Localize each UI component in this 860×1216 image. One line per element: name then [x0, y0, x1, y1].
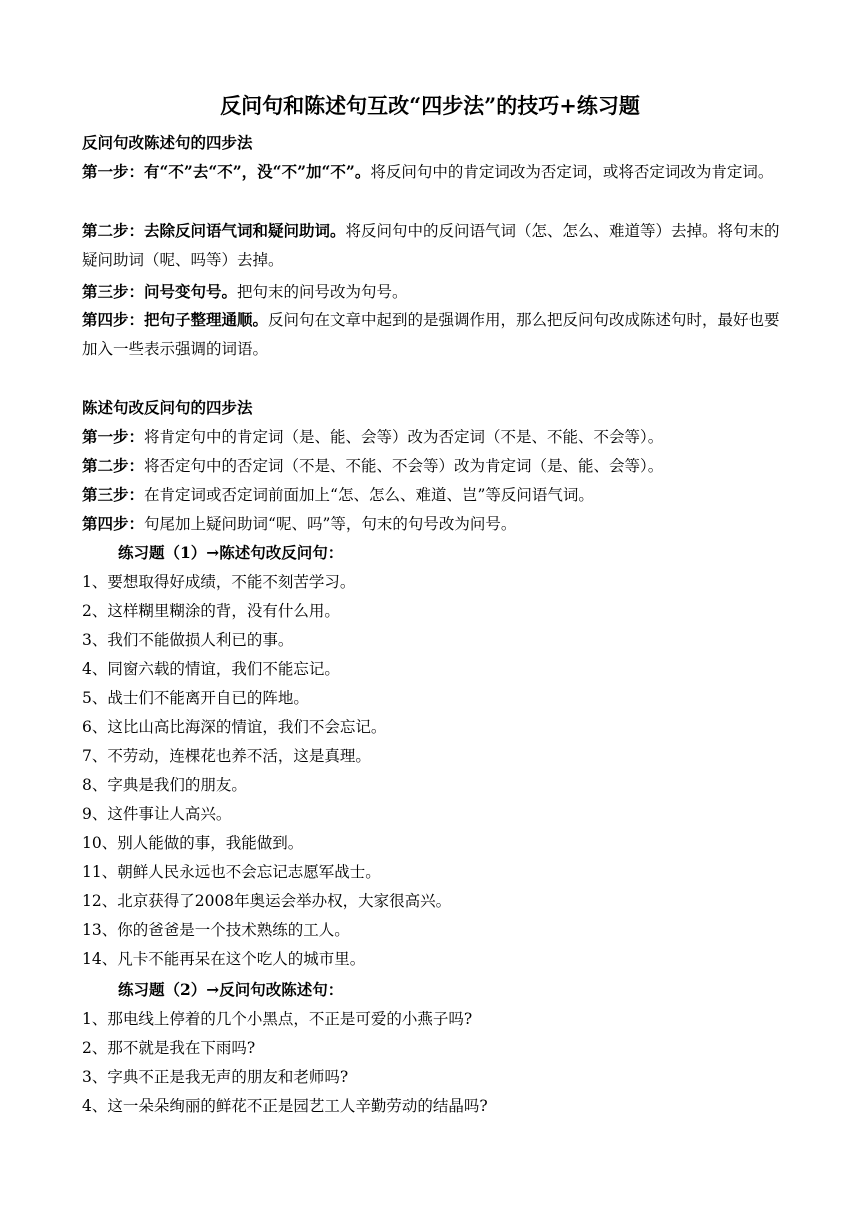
exercise-1-item: 11、朝鲜人民永远也不会忘记志愿军战士。	[82, 863, 381, 881]
step-text: 句尾加上疑问助词“呢、吗”等，句末的句号改为问号。	[144, 515, 517, 533]
step-label: 第二步：	[82, 456, 145, 475]
step-bold: 去除反问语气词和疑问助词。	[144, 221, 346, 240]
exercise-1-item: 13、你的爸爸是一个技术熟练的工人。	[82, 921, 350, 939]
exercise-2-item: 3、字典不正是我无声的朋友和老师吗?	[82, 1068, 349, 1086]
step-label: 第二步：	[82, 221, 145, 240]
s1-step-2	[82, 216, 782, 275]
step-bold: 问号变句号。	[144, 282, 238, 301]
step-text: 反问句在文章中起到的是强调作用，那么把反问句改成陈述句时，最好也要加入一些表示强调的词语。	[82, 311, 780, 358]
exercise-1-heading: 练习题（1）→陈述句改反问句：	[118, 543, 344, 562]
s2-step-3	[82, 485, 782, 505]
exercise-1-item: 6、这比山高比海深的情谊，我们不会忘记。	[82, 718, 387, 736]
step-label: 第四步：	[82, 310, 145, 329]
step-label: 第一步：	[82, 427, 145, 446]
section-heading-1: 反问句改陈述句的四步法	[82, 133, 253, 152]
step-text: 将反问句中的反问语气词（怎、怎么、难道等）去掉。将句末的疑问助词（呢、吗等）去掉。	[82, 222, 780, 269]
step-text: 在肯定词或否定词前面加上“怎、怎么、难道、岂”等反问语气词。	[144, 486, 594, 504]
step-text: 把句末的问号改为句号。	[237, 283, 408, 301]
step-label: 第一步：	[82, 162, 145, 181]
s1-step-3	[82, 282, 782, 302]
step-bold: 有“不”去“不”，没“不”加“不”。	[144, 162, 371, 181]
exercise-2-heading: 练习题（2）→反问句改陈述句：	[118, 980, 344, 999]
s2-step-4	[82, 514, 782, 534]
exercise-1-item: 3、我们不能做损人利已的事。	[82, 631, 294, 649]
exercise-1-item: 8、字典是我们的朋友。	[82, 776, 247, 794]
exercise-1-item: 9、这件事让人高兴。	[82, 805, 232, 823]
s1-step-4	[82, 305, 782, 364]
s2-step-1	[82, 427, 782, 447]
exercise-1-item: 14、凡卡不能再呆在这个吃人的城市里。	[82, 950, 366, 968]
page-title: 反问句和陈述句互改“四步法”的技巧+练习题	[220, 93, 640, 118]
exercise-1-item: 5、战士们不能离开自已的阵地。	[82, 689, 309, 707]
exercise-1-item: 2、这样糊里糊涂的背，没有什么用。	[82, 602, 340, 620]
exercise-1-item: 7、不劳动，连棵花也养不活，这是真理。	[82, 747, 371, 765]
step-label: 第四步：	[82, 514, 145, 533]
exercise-1-item: 12、北京获得了2008年奥运会举办权，大家很高兴。	[82, 892, 452, 910]
step-text: 将反问句中的肯定词改为否定词，或将否定词改为肯定词。	[370, 163, 774, 181]
exercise-1-item: 1、要想取得好成绩，不能不刻苦学习。	[82, 573, 356, 591]
exercise-2-item: 2、那不就是我在下雨吗?	[82, 1039, 256, 1057]
step-label: 第三步：	[82, 282, 145, 301]
step-bold: 把句子整理通顺。	[144, 310, 269, 329]
exercise-2-item: 1、那电线上停着的几个小黑点，不正是可爱的小燕子吗?	[82, 1010, 473, 1028]
s1-step-1	[82, 157, 782, 187]
exercise-2-item: 4、这一朵朵绚丽的鲜花不正是园艺工人辛勤劳动的结晶吗?	[82, 1097, 488, 1115]
exercise-1-item: 10、别人能做的事，我能做到。	[82, 834, 304, 852]
s2-step-2	[82, 456, 782, 476]
exercise-1-item: 4、同窗六载的情谊，我们不能忘记。	[82, 660, 340, 678]
step-label: 第三步：	[82, 485, 145, 504]
step-text: 将肯定句中的肯定词（是、能、会等）改为否定词（不是、不能、不会等）。	[144, 428, 664, 446]
section-heading-2: 陈述句改反问句的四步法	[82, 398, 253, 417]
step-text: 将否定句中的否定词（不是、不能、不会等）改为肯定词（是、能、会等）。	[144, 457, 664, 475]
